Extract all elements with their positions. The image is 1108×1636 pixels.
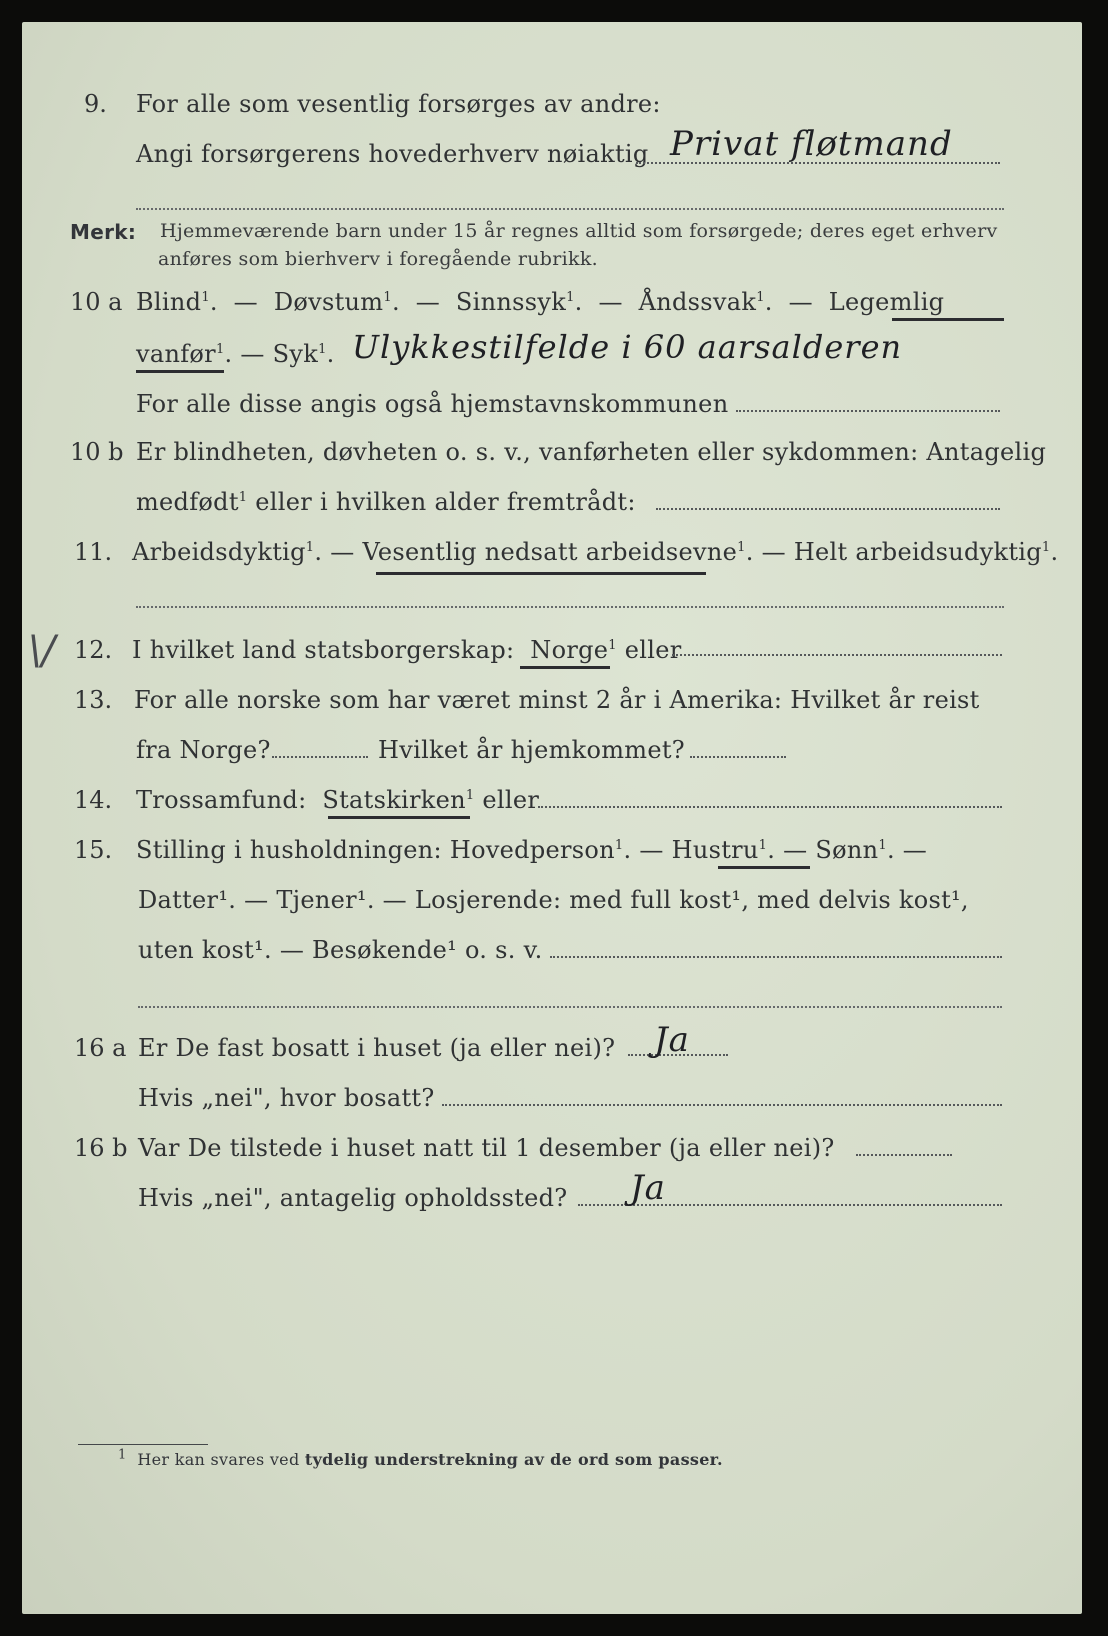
opt-legemlig: Legemlig bbox=[828, 288, 945, 316]
q10a-number: 10 a bbox=[70, 288, 123, 316]
q16a-bosatt-line bbox=[442, 1104, 1002, 1106]
q10a-line3-answer-line bbox=[736, 410, 1000, 412]
q14-eller: eller bbox=[482, 786, 540, 814]
merk-label: Merk: bbox=[70, 220, 137, 244]
q16b-handwritten-answer: Ja bbox=[630, 1168, 666, 1208]
q11-number: 11. bbox=[74, 538, 113, 566]
q13-reist-line bbox=[272, 756, 368, 758]
q15-extra-line bbox=[138, 1006, 1002, 1008]
q10b-line2: medfødt$^1$ eller i hvilken alder fremtrådt: bbox=[136, 488, 636, 516]
opt-dovstum: Døvstum bbox=[273, 288, 384, 316]
q16a-line1: Er De fast bosatt i huset (ja eller nei)? bbox=[138, 1034, 616, 1062]
q12-norge: Norge bbox=[530, 636, 609, 664]
q13-hjemkommet-line bbox=[690, 756, 786, 758]
q13-line2a: fra Norge? bbox=[136, 736, 271, 764]
q11-vesentlig: Vesentlig nedsatt arbeidsevne bbox=[362, 538, 738, 566]
q10b-number: 10 b bbox=[70, 438, 124, 466]
opt-vanfor: vanfør bbox=[136, 340, 216, 368]
q10a-options-line2: vanfør$^1$. — Syk$^1$. bbox=[136, 340, 335, 368]
q10a-line3: For alle disse angis også hjemstavnskommunen bbox=[136, 390, 729, 418]
q15-line1: Stilling i husholdningen: Hovedperson$^1$. — Hustru$^1$. — Sønn$^1$. — bbox=[136, 836, 928, 864]
q9-line1: For alle som vesentlig forsørges av andre: bbox=[136, 90, 661, 118]
opt-blind: Blind bbox=[136, 288, 202, 316]
q15-line1a: Stilling i husholdningen: Hovedperson bbox=[136, 836, 615, 864]
q16b-answer-line bbox=[856, 1154, 952, 1156]
q11-helt: Helt arbeidsudyktig bbox=[793, 538, 1042, 566]
footnote-mark: 1 bbox=[118, 1447, 127, 1463]
q13-line1: For alle norske som har været minst 2 år i Amerika: Hvilket år reist bbox=[134, 686, 980, 714]
q14-label: Trossamfund: bbox=[136, 786, 307, 814]
q9-line2: Angi forsørgerens hovederhverv nøiaktig bbox=[136, 140, 649, 168]
q14-answer-line bbox=[538, 806, 1002, 808]
q11-underline bbox=[376, 572, 706, 575]
q12-norge-underline bbox=[520, 666, 610, 669]
footnote-bold: tydelig understrekning av de ord som passer. bbox=[304, 1450, 723, 1469]
q16b-line2: Hvis „nei", antagelig opholdssted? bbox=[138, 1184, 568, 1212]
q12-check-mark: \/ bbox=[28, 628, 55, 674]
q16a-handwritten-answer: Ja bbox=[654, 1020, 690, 1060]
q15-number: 15. bbox=[74, 836, 113, 864]
q10a-options-line1: Blind$^1$. — Døvstum$^1$. — Sinnssyk$^1$. — Åndssvak$^1$. — Legemlig bbox=[136, 288, 945, 316]
q9-handwritten-answer: Privat fløtmand bbox=[670, 124, 953, 164]
q11-options: Arbeidsdyktig$^1$. — Vesentlig nedsatt arbeidsevne$^1$. — Helt arbeidsudyktig$^1$. bbox=[132, 538, 1059, 566]
q15-hustru: Hustru bbox=[671, 836, 759, 864]
opt-syk: Syk bbox=[272, 340, 319, 368]
q10b-answer-line bbox=[656, 508, 1000, 510]
q9-number: 9. bbox=[84, 90, 107, 118]
q10b-line2b: eller i hvilken alder fremtrådt: bbox=[255, 488, 636, 516]
legemlig-underline bbox=[892, 318, 1004, 321]
q10a-handwritten-answer: Ulykkestilfelde i 60 aarsalderen bbox=[352, 328, 903, 366]
q16b-number: 16 b bbox=[74, 1134, 128, 1162]
q10b-medfodt: medfødt bbox=[136, 488, 239, 516]
q12-answer-line bbox=[672, 654, 1002, 656]
footnote-text: Her kan svares ved bbox=[137, 1450, 300, 1469]
q14-number: 14. bbox=[74, 786, 113, 814]
q10b-line1: Er blindheten, døvheten o. s. v., vanførheten eller sykdommen: Antagelig bbox=[136, 438, 1047, 466]
opt-sinnssyk: Sinnssyk bbox=[455, 288, 567, 316]
q16a-line2: Hvis „nei", hvor bosatt? bbox=[138, 1084, 435, 1112]
merk-line2: anføres som bierhverv i foregående rubrikk. bbox=[158, 248, 598, 270]
footnote-rule bbox=[78, 1444, 208, 1445]
q13-line2b: Hvilket år hjemkommet? bbox=[378, 736, 685, 764]
q16b-line1: Var De tilstede i huset natt til 1 desember (ja eller nei)? bbox=[138, 1134, 835, 1162]
q12-text: I hvilket land statsborgerskap: bbox=[132, 636, 515, 664]
q14-statskirken: Statskirken bbox=[322, 786, 466, 814]
q15-answer-line bbox=[550, 956, 1002, 958]
q12-eller: eller bbox=[624, 636, 682, 664]
opt-andssvak: Åndssvak bbox=[638, 288, 757, 316]
q15-line3: uten kost¹. — Besøkende¹ o. s. v. bbox=[138, 936, 543, 964]
q11-extra-line bbox=[136, 606, 1004, 608]
q9-extra-line bbox=[136, 208, 1004, 210]
q15-hustru-underline bbox=[718, 866, 810, 869]
footnote bbox=[118, 1447, 723, 1469]
census-form-page bbox=[22, 22, 1082, 1614]
q11-arbeidsdyktig: Arbeidsdyktig bbox=[132, 538, 306, 566]
q15-sonn: Sønn bbox=[815, 836, 879, 864]
q14-line: Trossamfund: Statskirken$^1$ eller bbox=[136, 786, 540, 814]
q13-number: 13. bbox=[74, 686, 113, 714]
vanfor-underline bbox=[136, 370, 224, 373]
q12-number: 12. bbox=[74, 636, 113, 664]
merk-line1: Hjemmeværende barn under 15 år regnes alltid som forsørgede; deres eget erhverv bbox=[160, 220, 998, 242]
q15-line2: Datter¹. — Tjener¹. — Losjerende: med full kost¹, med delvis kost¹, bbox=[138, 886, 969, 914]
q12-line: I hvilket land statsborgerskap: Norge$^1$ eller bbox=[132, 636, 682, 664]
q14-statskirken-underline bbox=[328, 816, 470, 819]
q16a-number: 16 a bbox=[74, 1034, 127, 1062]
